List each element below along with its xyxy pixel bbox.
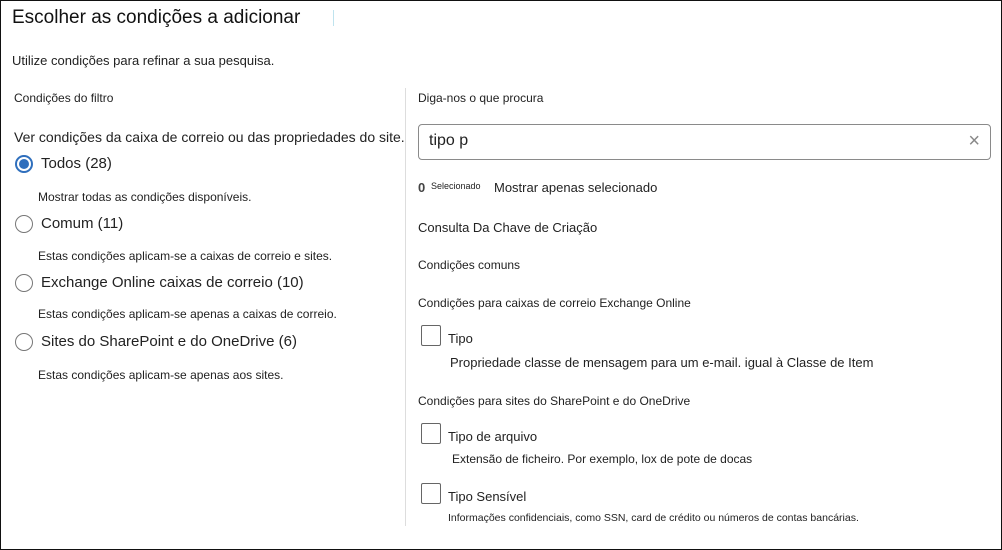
tipo-label[interactable]: Tipo: [448, 331, 473, 346]
radio-comum[interactable]: [15, 215, 33, 233]
radio-todos-desc: Mostrar todas as condições disponíveis.: [38, 190, 252, 204]
radio-exchange-desc: Estas condições aplicam-se apenas a caixas de correio.: [38, 307, 337, 321]
radio-sharepoint[interactable]: [15, 333, 33, 351]
selected-label: Selecionado: [431, 181, 481, 191]
tipo-desc: Propriedade classe de mensagem para um e-mail. igual à Classe de Item: [450, 355, 874, 370]
sharepoint-conditions-header: Condições para sites do SharePoint e do OneDrive: [418, 394, 691, 408]
search-box[interactable]: [418, 124, 991, 160]
clear-icon[interactable]: ×: [968, 130, 980, 152]
sensitive-type-label[interactable]: Tipo Sensível: [448, 489, 527, 504]
show-selected-link[interactable]: Mostrar apenas selecionado: [494, 180, 658, 195]
radio-todos[interactable]: [15, 155, 33, 173]
text-caret: [333, 10, 334, 26]
search-label: Diga-nos o que procura: [418, 91, 544, 105]
radio-comum-desc: Estas condições aplicam-se a caixas de correio e sites.: [38, 249, 333, 263]
filter-conditions-label: Condições do filtro: [14, 91, 114, 105]
radio-comum-label[interactable]: Comum (11): [41, 215, 124, 232]
search-input[interactable]: [429, 132, 949, 150]
file-type-desc: Extensão de ficheiro. Por exemplo, lox de pote de docas: [452, 452, 753, 466]
dialog-subtitle: Utilize condições para refinar a sua pesquisa.: [12, 53, 275, 68]
radio-sharepoint-desc: Estas condições aplicam-se apenas aos sites.: [38, 368, 284, 382]
tipo-checkbox[interactable]: [421, 325, 441, 346]
selected-count: 0: [418, 180, 426, 195]
radio-exchange-label[interactable]: Exchange Online caixas de correio (10): [41, 274, 304, 291]
file-type-checkbox[interactable]: [421, 423, 441, 444]
common-conditions-header: Condições comuns: [418, 258, 521, 272]
file-type-label[interactable]: Tipo de arquivo: [448, 429, 538, 444]
sensitive-type-desc: Informações confidenciais, como SSN, card de crédito ou números de contas bancárias.: [448, 512, 859, 524]
radio-todos-label[interactable]: Todos (28): [41, 155, 112, 172]
radio-sharepoint-label[interactable]: Sites do SharePoint e do OneDrive (6): [41, 333, 297, 350]
exchange-conditions-header: Condições para caixas de correio Exchange Online: [418, 296, 691, 310]
dialog-title: Escolher as condições a adicionar: [12, 7, 301, 28]
sensitive-type-checkbox[interactable]: [421, 483, 441, 504]
keyql-item[interactable]: Consulta Da Chave de Criação: [418, 220, 598, 235]
filter-prompt: Ver condições da caixa de correio ou das propriedades do site.: [14, 129, 405, 145]
column-divider: [405, 88, 406, 526]
radio-exchange[interactable]: [15, 274, 33, 292]
